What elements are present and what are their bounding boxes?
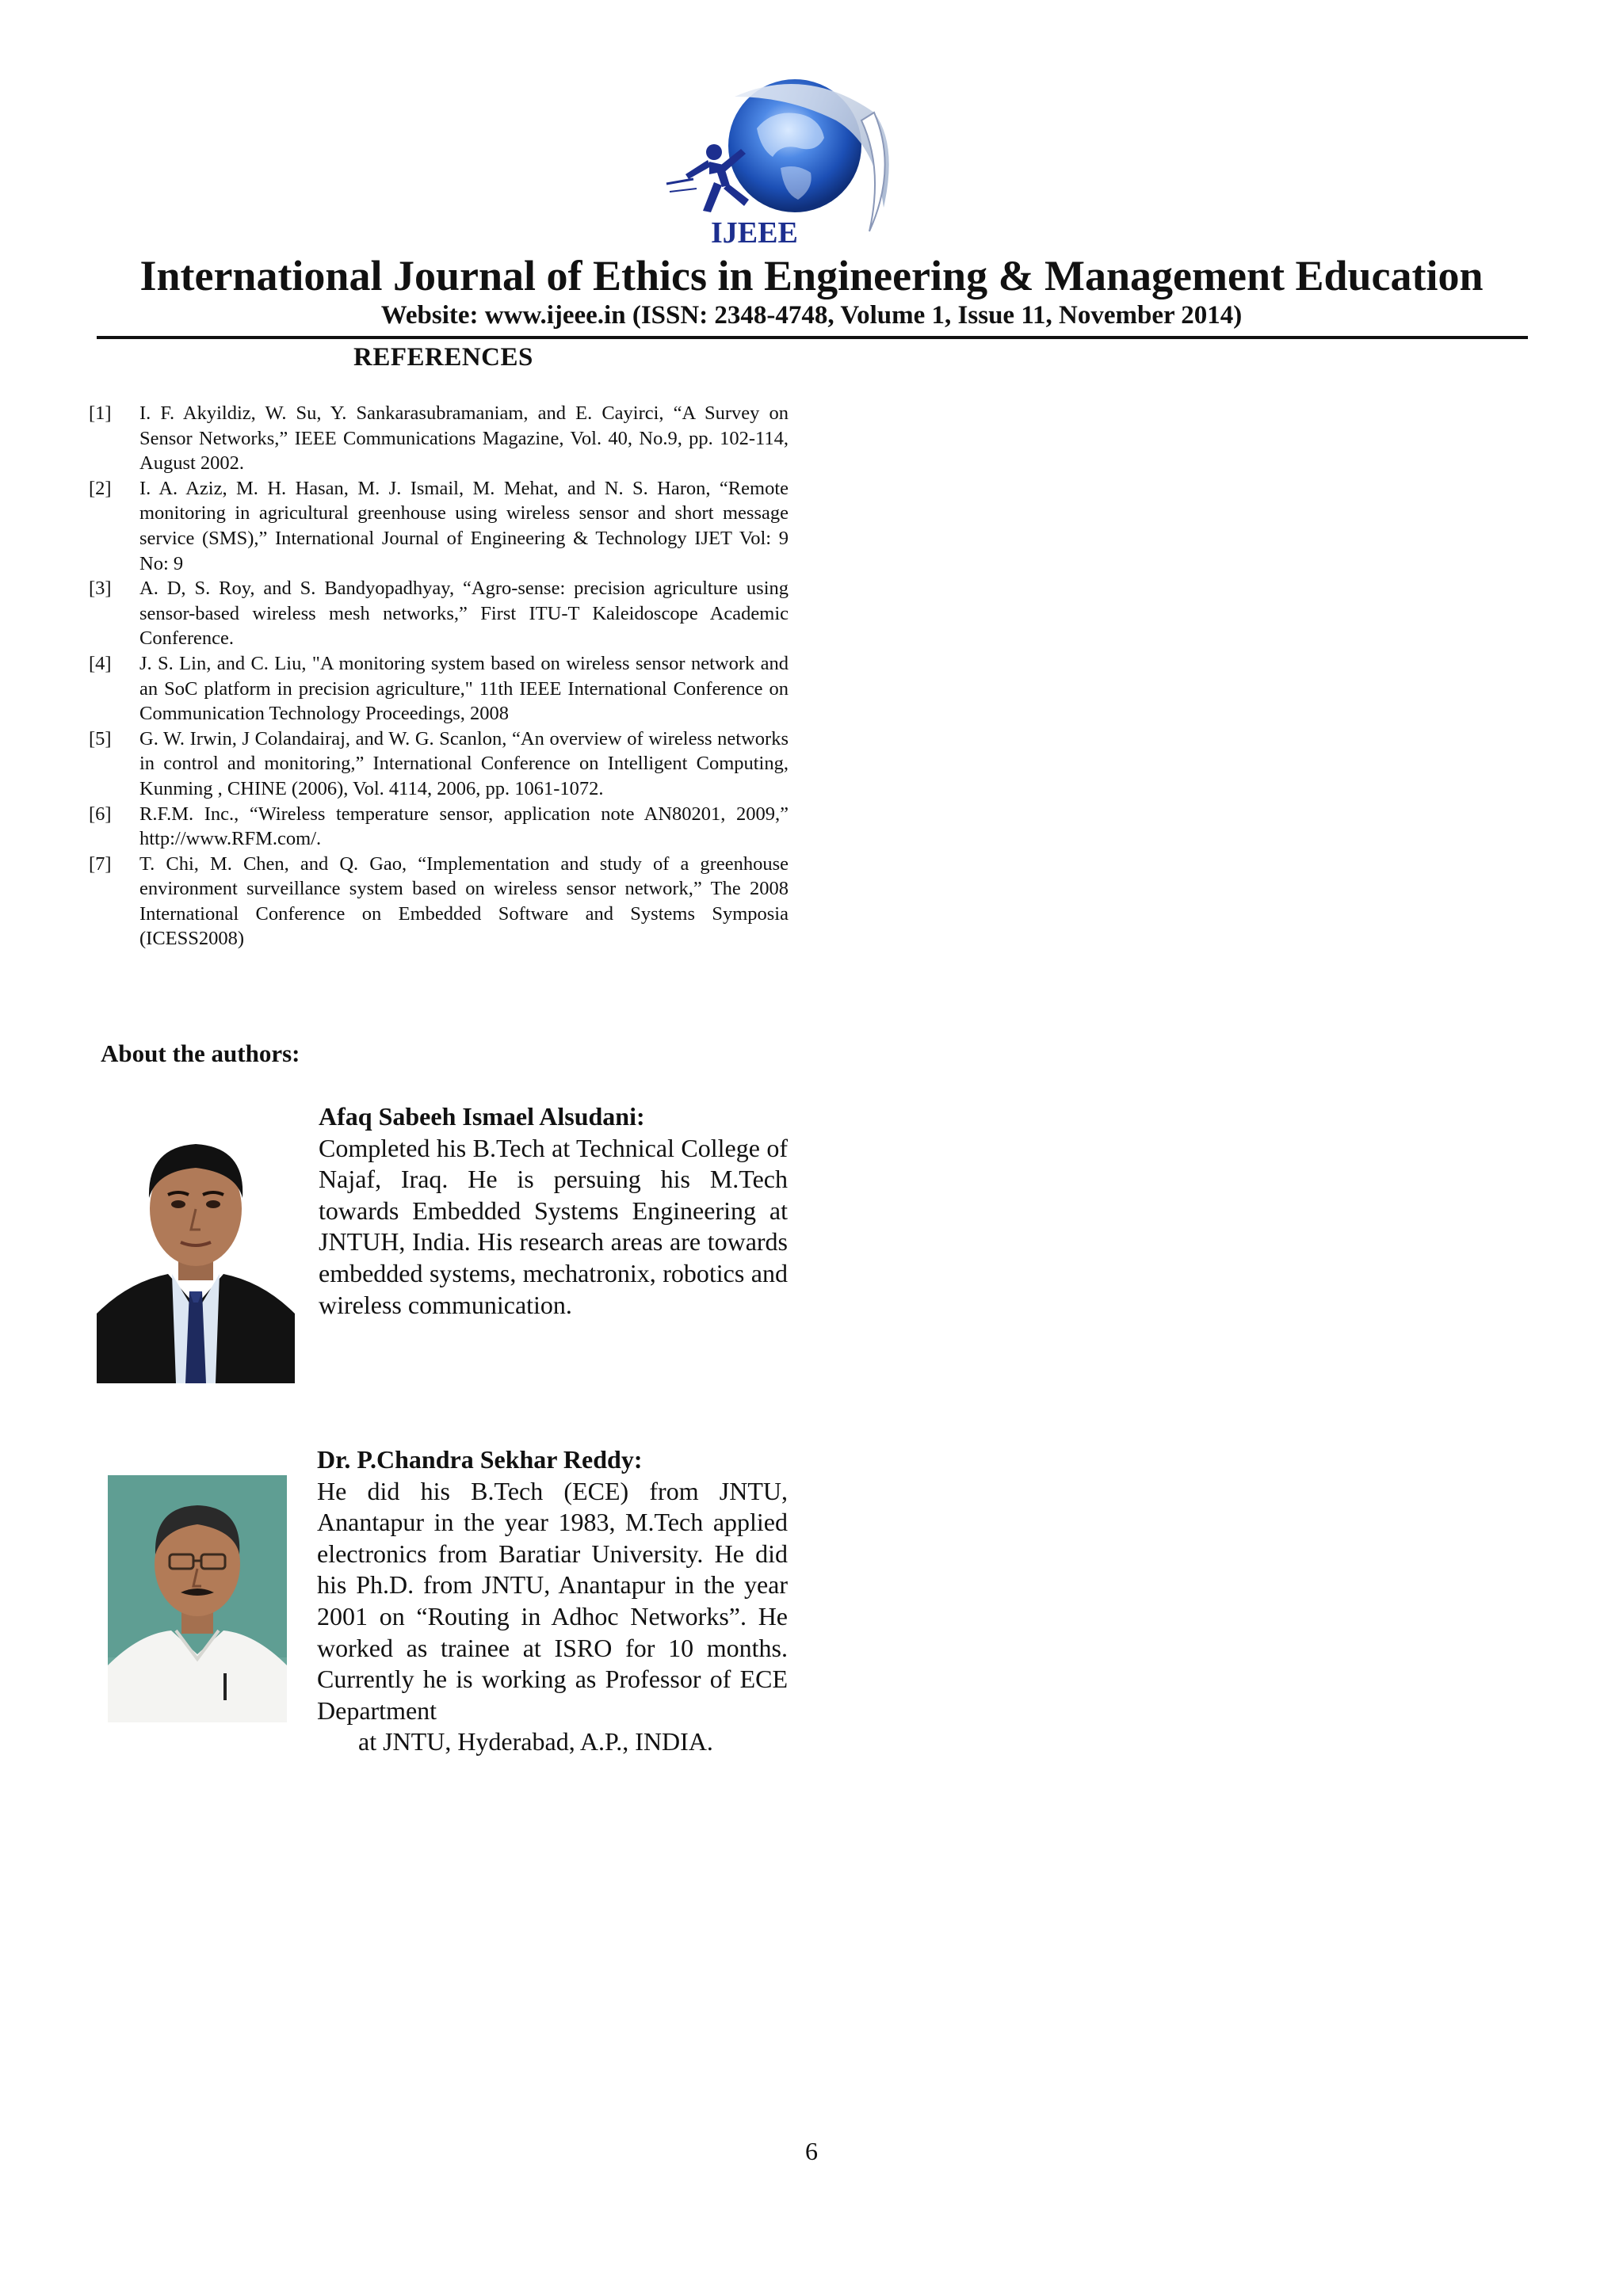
reference-text: I. F. Akyildiz, W. Su, Y. Sankarasubramaniam, and E. Cayirci, “A Survey on Sensor Networks,” IEEE Communications Magazine, Vol. 40, No.9, pp. 102-114, August 2002.: [139, 402, 789, 475]
reference-item: [89, 476, 789, 576]
reference-text: J. S. Lin, and C. Liu, "A monitoring system based on wireless sensor network and an SoC platform in precision agriculture," 11th IEEE International Conference on Communication Technology Proceedings, 2008: [139, 652, 789, 725]
reference-item: [89, 651, 789, 727]
header-rule: [97, 336, 1528, 339]
reference-item: [89, 852, 789, 952]
author-bio-text: He did his B.Tech (ECE) from JNTU, Anantapur in the year 1983, M.Tech applied electronics from Baratiar University. He did his Ph.D. from JNTU, Anantapur in the year 2001 on “Routing in Adhoc Networks”. He worked as trainee at ISRO for 10 months. Currently he is working as Professor of ECE Department: [317, 1476, 788, 1725]
reference-number: [4]: [89, 652, 112, 674]
author-name: Dr. P.Chandra Sekhar Reddy:: [317, 1445, 643, 1474]
reference-number: [3]: [89, 578, 112, 600]
reference-text: G. W. Irwin, J Colandairaj, and W. G. Scanlon, “An overview of wireless networks in control and monitoring,” International Conference on Intelligent Computing, Kunming , CHINE (2006), Vol. 4114, 2006, pp. 1061-1072.: [139, 727, 789, 799]
author-photo: [97, 1116, 295, 1383]
reference-number: [7]: [89, 852, 112, 875]
ijeee-logo: [662, 73, 907, 249]
reference-number: [6]: [89, 803, 112, 825]
reference-number: [2]: [89, 477, 112, 499]
page-number: 6: [805, 2137, 818, 2165]
reference-text: R.F.M. Inc., “Wireless temperature sensor, application note AN80201, 2009,” http://www.RFM.com/.: [139, 803, 789, 850]
author-bio: [319, 1101, 788, 1321]
author-name: Afaq Sabeeh Ismael Alsudani:: [319, 1102, 645, 1131]
author-bio-last-line: at JNTU, Hyderabad, A.P., INDIA.: [358, 1727, 713, 1756]
reference-item: [89, 576, 789, 651]
reference-item: [89, 401, 789, 476]
reference-number: [1]: [89, 402, 112, 424]
reference-text: T. Chi, M. Chen, and Q. Gao, “Implementation and study of a greenhouse environment surveillance system based on wireless sensor network,” The 2008 International Conference on Embedded Software and Systems Symposia (ICESS2008): [139, 852, 789, 950]
journal-subtitle: Website: www.ijeee.in (ISSN: 2348-4748, Volume 1, Issue 11, November 2014): [380, 301, 1243, 330]
author-photo: [108, 1475, 287, 1722]
reference-item: [89, 727, 789, 802]
author-bio-text: Completed his B.Tech at Technical College of Najaf, Iraq. He is persuing his M.Tech towards Embedded Systems Engineering at JNTUH, India. His research areas are towards embedded systems, mechatronix, robotics and wireless communication.: [319, 1133, 788, 1319]
references-list: [89, 401, 789, 952]
logo-text: IJEEE: [711, 216, 798, 249]
reference-number: [5]: [89, 727, 112, 749]
about-authors-heading: About the authors:: [101, 1039, 300, 1067]
reference-text: A. D, S. Roy, and S. Bandyopadhyay, “Agro-sense: precision agriculture using sensor-based wireless mesh networks,” First ITU-T Kaleidoscope Academic Conference.: [139, 578, 789, 650]
author-bio: [317, 1444, 788, 1758]
journal-title: International Journal of Ethics in Engineering & Management Education: [139, 252, 1484, 299]
reference-text: I. A. Aziz, M. H. Hasan, M. J. Ismail, M. Mehat, and N. S. Haron, “Remote monitoring in agricultural greenhouse using wireless sensor and short message service (SMS),” International Journal of Engineering & Technology IJET Vol: 9 No: 9: [139, 477, 789, 574]
reference-item: [89, 802, 789, 852]
references-heading: REFERENCES: [353, 343, 533, 372]
